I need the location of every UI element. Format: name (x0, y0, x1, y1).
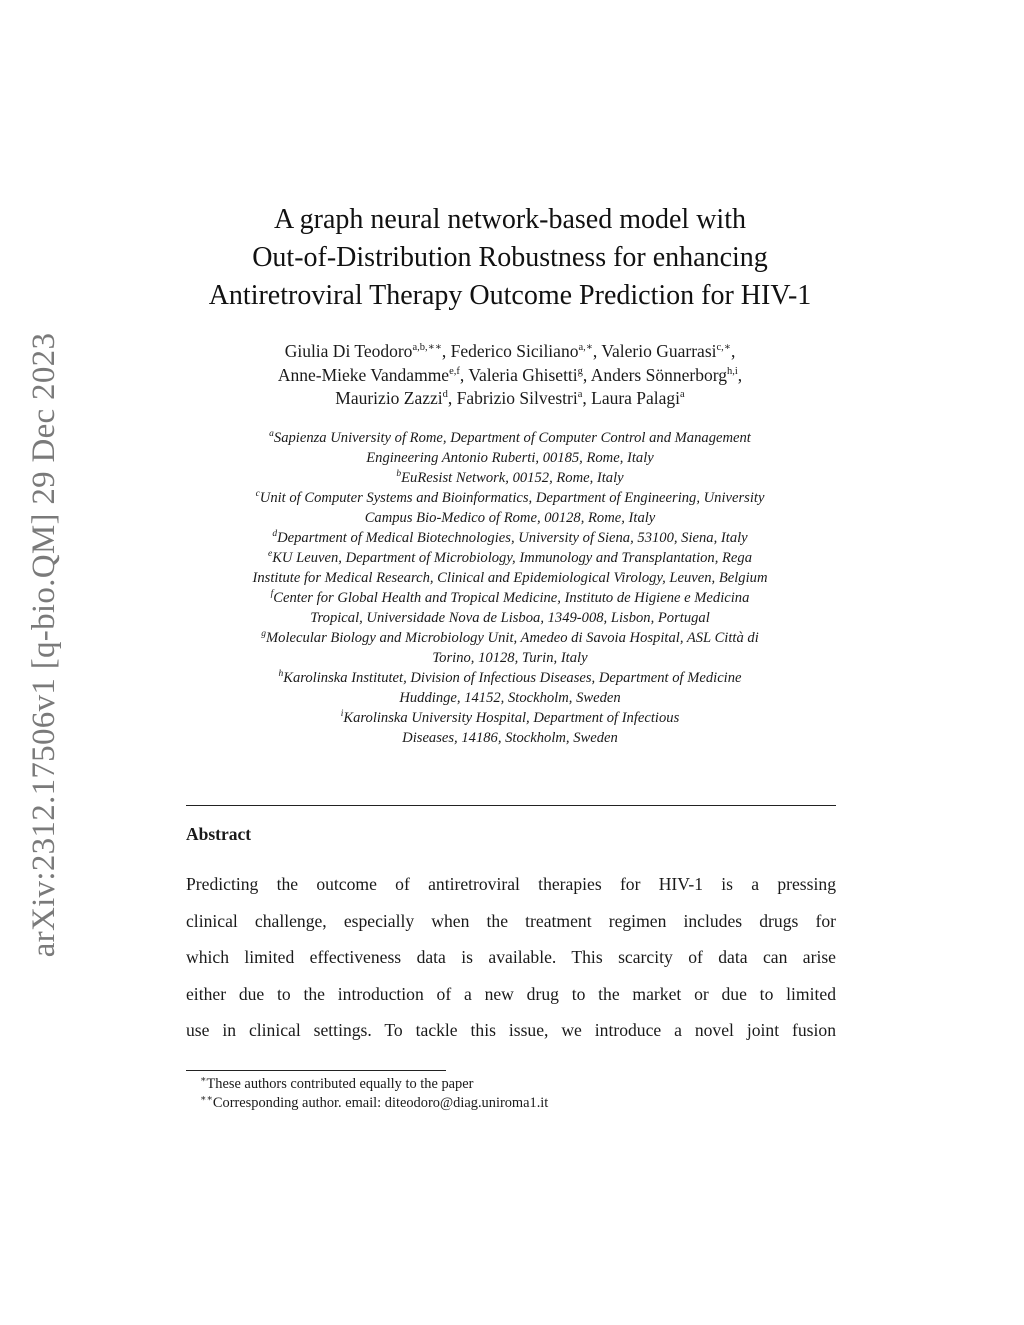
author-list (160, 340, 860, 411)
arxiv-identifier-stamp (22, 325, 66, 965)
author-line (160, 364, 860, 388)
affiliation-text: Tropical, Universidade Nova de Lisboa, 1349-008, Lisbon, Portugal (310, 610, 710, 626)
footnote (186, 1094, 836, 1113)
author-name: Valerio Guarrasi (601, 341, 717, 361)
footnotes (186, 1075, 836, 1113)
abstract-line: use in clinical settings. To tackle this issue, we introduce a novel joint fusion (186, 1020, 836, 1041)
author-affiliation-mark: a (680, 389, 685, 400)
affiliation-mark: i (340, 709, 344, 719)
author-name: Federico Siciliano (450, 341, 579, 361)
author-separator: , (447, 388, 457, 408)
author-name: Anne-Mieke Vandamme (277, 364, 450, 385)
footnote-text: Corresponding author. email: diteodoro@diag.uniroma1.it (212, 1095, 549, 1111)
affiliation-text: Center for Global Health and Tropical Medicine, Instituto de Higiene e Medicina (273, 590, 750, 606)
author-name: Laura Palagi (591, 388, 681, 408)
affiliation-text: Huddinge, 14152, Stockholm, Sweden (399, 690, 621, 706)
abstract-body (186, 866, 836, 1049)
abstract-heading: Abstract (186, 824, 252, 844)
paper-title (160, 201, 860, 315)
author-name: Valeria Ghisetti (468, 364, 578, 385)
affiliation-mark: g (261, 629, 266, 639)
author-separator: , (459, 364, 469, 385)
affiliation-line (160, 708, 860, 728)
arxiv-identifier-text: arXiv:2312.17506v1 [q-bio.QM] 29 Dec 2023 (26, 332, 62, 958)
affiliation-line (160, 528, 860, 548)
author-name: Maurizio Zazzi (335, 388, 443, 408)
affiliation-mark: b (396, 469, 402, 479)
author-affiliation-mark: a,∗ (578, 342, 593, 353)
author-line (160, 387, 860, 411)
author-separator: , (582, 388, 592, 408)
author-separator: , (441, 341, 451, 361)
affiliation-text: Karolinska University Hospital, Department of Infectious (343, 710, 680, 726)
affiliation-line (160, 588, 860, 608)
affiliation-line (160, 668, 860, 688)
author-name: Giulia Di Teodoro (284, 341, 413, 361)
abstract-line: clinical challenge, especially when the treatment regimen includes drugs for (186, 910, 836, 931)
affiliation-text: EuResist Network, 00152, Rome, Italy (401, 470, 624, 486)
author-affiliation-mark: h,i (726, 365, 738, 377)
affiliation-text: Engineering Antonio Ruberti, 00185, Rome, Italy (366, 450, 654, 466)
affiliation-line (160, 608, 860, 628)
title-line: Out-of-Distribution Robustness for enhancing (252, 242, 768, 273)
affiliation-text: Karolinska Institutet, Division of Infectious Diseases, Department of Medicine (283, 670, 742, 686)
title-line: Antiretroviral Therapy Outcome Prediction for HIV-1 (208, 280, 812, 311)
affiliation-mark: d (272, 529, 278, 539)
footnote-mark: ∗ (200, 1075, 207, 1085)
title-line: A graph neural network-based model with (274, 204, 746, 235)
affiliation-line (160, 628, 860, 648)
affiliation-line (160, 568, 860, 588)
footnote-text: These authors contributed equally to the paper (206, 1076, 474, 1092)
author-affiliation-mark: g (577, 365, 583, 377)
author-affiliation-mark: e,f (449, 365, 460, 377)
affiliation-text: Campus Bio-Medico of Rome, 00128, Rome, Italy (364, 510, 656, 526)
affiliation-list (160, 428, 860, 748)
affiliation-mark: e (267, 549, 273, 559)
author-affiliation-mark: a,b,∗∗ (412, 342, 442, 353)
affiliation-text: Institute for Medical Research, Clinical and Epidemiological Virology, Leuven, Belgium (252, 570, 768, 586)
footnote-divider (186, 1070, 446, 1071)
affiliation-mark: h (278, 669, 284, 679)
author-line (160, 340, 860, 364)
footnote-mark: ∗∗ (200, 1094, 213, 1104)
author-affiliation-mark: a (577, 389, 583, 400)
affiliation-mark: f (270, 589, 274, 599)
abstract-line: Predicting the outcome of antiretroviral therapies for HIV-1 is a pressing (186, 874, 836, 894)
author-separator: , (730, 341, 736, 361)
affiliation-line (160, 468, 860, 488)
affiliation-line (160, 448, 860, 468)
affiliation-text: Diseases, 14186, Stockholm, Sweden (402, 730, 618, 746)
footnote (186, 1075, 836, 1094)
author-affiliation-mark: d (442, 389, 448, 400)
author-separator: , (737, 364, 743, 385)
affiliation-line (160, 428, 860, 448)
affiliation-text: Torino, 10128, Turin, Italy (432, 650, 588, 666)
abstract-line: which limited effectiveness data is available. This scarcity of data can arise (186, 947, 836, 968)
affiliation-line (160, 548, 860, 568)
author-name: Fabrizio Silvestri (456, 388, 578, 408)
affiliation-line (160, 488, 860, 508)
affiliation-line (160, 648, 860, 668)
author-name: Anders Sönnerborg (590, 364, 727, 385)
author-separator: , (582, 364, 591, 385)
author-affiliation-mark: c,∗ (716, 342, 731, 353)
affiliation-text: Department of Medical Biotechnologies, University of Siena, 53100, Siena, Italy (277, 530, 748, 546)
affiliation-text: KU Leuven, Department of Microbiology, Immunology and Transplantation, Rega (272, 550, 753, 566)
affiliation-text: Molecular Biology and Microbiology Unit, Amedeo di Savoia Hospital, ASL Città di (265, 630, 759, 646)
affiliation-mark: a (269, 429, 274, 439)
affiliation-line (160, 508, 860, 528)
affiliation-text: Sapienza University of Rome, Department of Computer Control and Management (273, 430, 751, 446)
affiliation-line (160, 728, 860, 748)
affiliation-mark: c (255, 489, 260, 499)
affiliation-line (160, 688, 860, 708)
abstract-line: either due to the introduction of a new drug to the market or due to limited (186, 983, 836, 1004)
affiliation-text: Unit of Computer Systems and Bioinformatics, Department of Engineering, University (259, 490, 765, 506)
abstract-divider (186, 805, 836, 806)
author-separator: , (592, 341, 602, 361)
